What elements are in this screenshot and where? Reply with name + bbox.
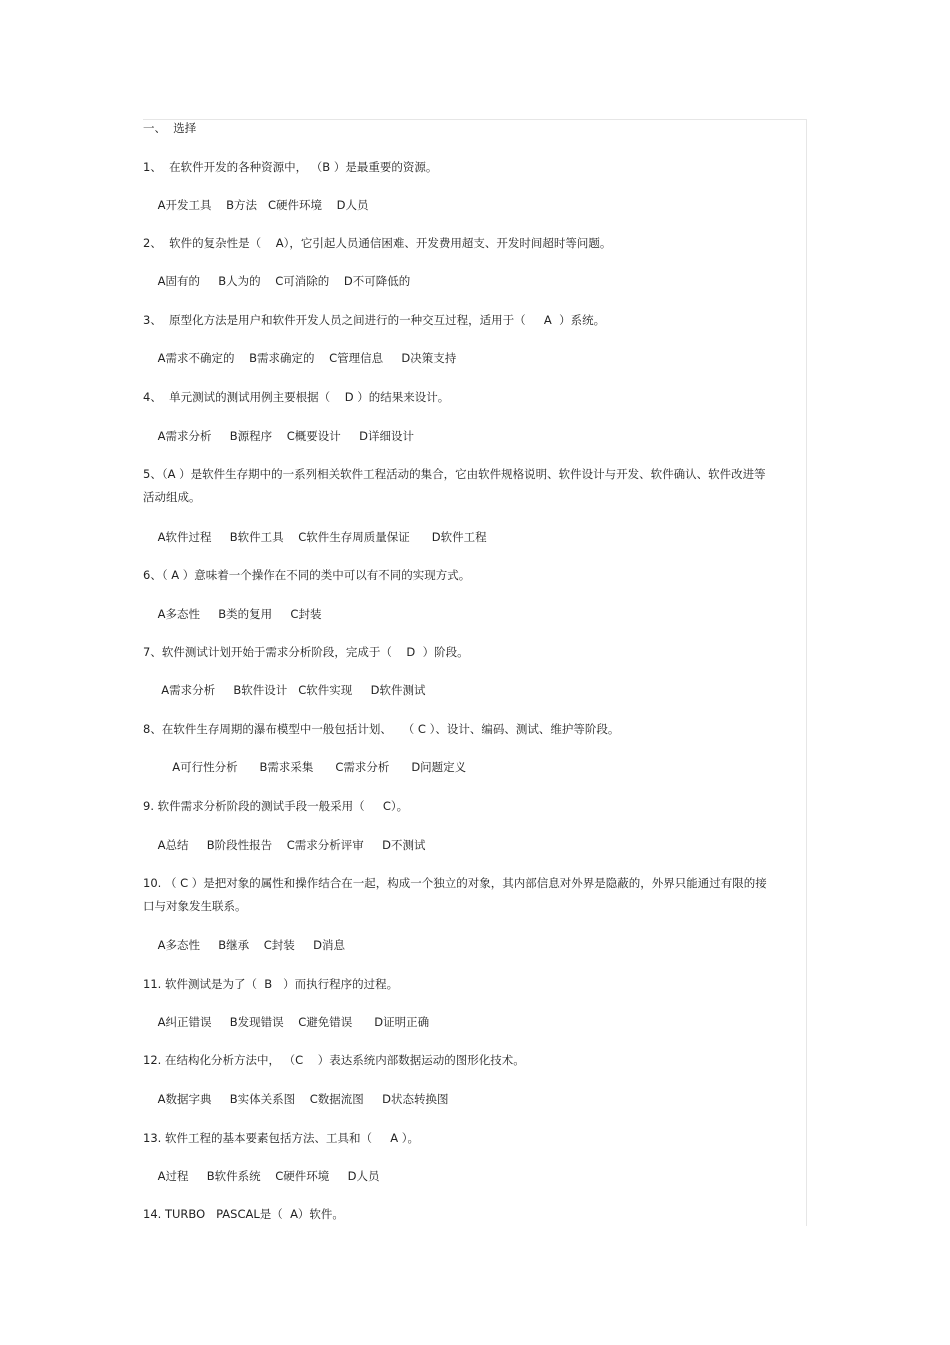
question-6: 6、（ A ）意味着一个操作在不同的类中可以有不同的实现方式。 <box>143 568 471 582</box>
options-4: A需求分析 B源程序 C概要设计 D详细设计 <box>143 429 414 443</box>
section-heading: 一、 选择 <box>143 121 197 135</box>
question-3: 3、 原型化方法是用户和软件开发人员之间进行的一种交互过程，适用于（ A ）系统。 <box>143 313 606 327</box>
question-4: 4、 单元测试的测试用例主要根据（ D ）的结果来设计。 <box>143 390 450 404</box>
options-3: A需求不确定的 B需求确定的 C管理信息 D决策支持 <box>143 351 457 365</box>
options-7: A需求分析 B软件设计 C软件实现 D软件测试 <box>143 683 426 697</box>
question-9: 9. 软件需求分析阶段的测试手段一般采用（ C）。 <box>143 799 409 813</box>
question-11: 11. 软件测试是为了（ B ）而执行程序的过程。 <box>143 977 399 991</box>
document-page <box>143 119 807 1226</box>
options-13: A过程 B软件系统 C硬件环境 D人员 <box>143 1169 380 1183</box>
options-10: A多态性 B继承 C封装 D消息 <box>143 938 345 952</box>
question-2: 2、 软件的复杂性是（ A），它引起人员通信困难、开发费用超支、开发时间超时等问题。 <box>143 236 612 250</box>
options-1: A开发工具 B方法 C硬件环境 D人员 <box>143 198 369 212</box>
question-13: 13. 软件工程的基本要素包括方法、工具和（ A ）。 <box>143 1131 419 1145</box>
options-5: A软件过程 B软件工具 C软件生存周质量保证 D软件工程 <box>143 530 487 544</box>
question-10: 10. （ C ）是把对象的属性和操作结合在一起，构成一个独立的对象，其内部信息对外界是隐蔽的，外界只能通过有限的接口与对象发生联系。 <box>143 876 767 913</box>
question-5: 5、（A ）是软件生存期中的一系列相关软件工程活动的集合，它由软件规格说明、软件设计与开发、软件确认、软件改进等活动组成。 <box>143 467 766 504</box>
options-11: A纠正错误 B发现错误 C避免错误 D证明正确 <box>143 1015 430 1029</box>
question-12: 12. 在结构化分析方法中， （C ）表达系统内部数据运动的图形化技术。 <box>143 1053 525 1067</box>
options-6: A多态性 B类的复用 C封装 <box>143 607 322 621</box>
question-14: 14. TURBO PASCAL是（ A）软件。 <box>143 1207 344 1221</box>
options-8: A可行性分析 B需求采集 C需求分析 D问题定义 <box>143 760 467 774</box>
question-8: 8、在软件生存周期的瀑布模型中一般包括计划、 （ C ）、设计、编码、测试、维护等阶段。 <box>143 722 620 736</box>
question-7: 7、软件测试计划开始于需求分析阶段，完成于（ D ）阶段。 <box>143 645 469 659</box>
options-12: A数据字典 B实体关系图 C数据流图 D状态转换图 <box>143 1092 449 1106</box>
options-9: A总结 B阶段性报告 C需求分析评审 D不测试 <box>143 838 426 852</box>
question-1: 1、 在软件开发的各种资源中， （B ）是最重要的资源。 <box>143 160 438 174</box>
options-2: A固有的 B人为的 C可消除的 D不可降低的 <box>143 274 411 288</box>
